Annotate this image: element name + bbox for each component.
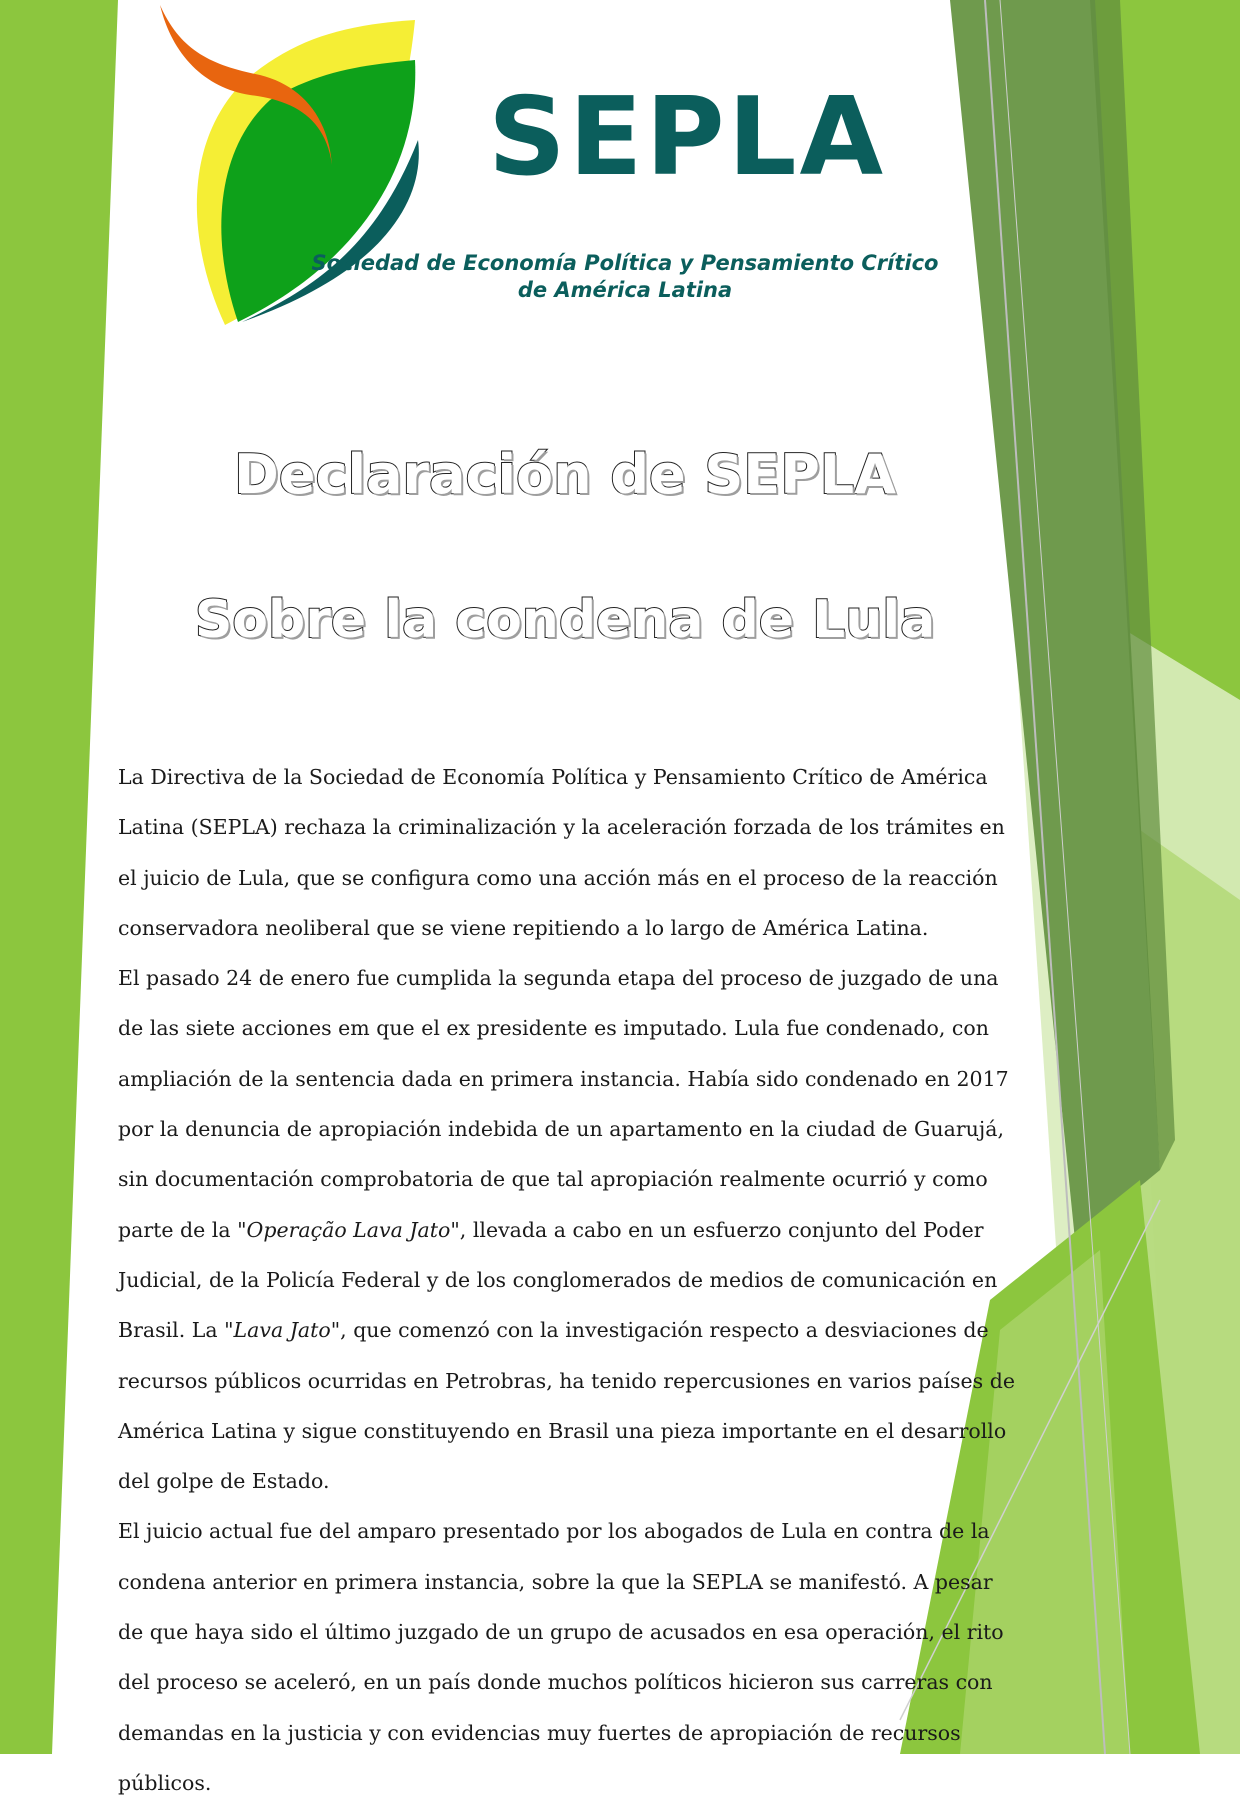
declaration-body — [118, 752, 1018, 1808]
paragraph-text: La Directiva de la Sociedad de Economía Política y Pensamiento Crítico de América Latina (SEPLA) rechaza la criminalización y la aceleración forzada de los trámites en el juicio de Lula, que se configura como una acción más en el proceso de la reacción conservadora neoliberal que se viene repitiendo a lo largo de América Latina. — [118, 765, 1005, 940]
paragraph-text: , llevada a cabo en un esfuerzo conjunto del Poder Judicial, de la Policía Federal y de los conglomerados de medios de comunicación en Brasil. La — [118, 1217, 998, 1343]
page-subtitle: Sobre la condena de Lula — [194, 590, 936, 650]
italic-term: "Lava Jato" — [224, 1318, 341, 1343]
body-paragraph-3 — [118, 1506, 1018, 1808]
left-green-band — [0, 0, 118, 1754]
page-title: Declaración de SEPLA — [234, 443, 896, 506]
sepla-tagline — [290, 250, 960, 304]
paragraph-text: El pasado 24 de enero fue cumplida la segunda etapa del proceso de juzgado de una de las siete acciones em que el ex presidente es imputado. Lula fue condenado, con ampliación de la sentencia dada en primera instancia. Había sido condenado en 2017 por la denuncia de apropiación indebida de un apartamento en la ciudad de Guarujá, sin documentación comprobatoria de que tal apropiación realmente ocurrió y como parte de la — [118, 966, 1009, 1242]
tagline-line-2: de América Latina — [517, 278, 733, 302]
paragraph-text: , que comenzó con la investigación respecto a desviaciones de recursos públicos ocurridas en Petrobras, ha tenido repercusiones en varios países de América Latina y sigue constituyendo en Brasil una pieza importante en el desarrollo del golpe de Estado. — [118, 1318, 1015, 1494]
body-paragraph-1 — [118, 752, 1018, 953]
italic-term: "Operação Lava Jato" — [237, 1217, 460, 1242]
sepla-logo-text: SEPLA — [488, 75, 887, 200]
paragraph-text: El juicio actual fue del amparo presentado por los abogados de Lula en contra de la condena anterior en primera instancia, sobre la que la SEPLA se manifestó. A pesar de que haya sido el último juzgado de un grupo de acusados en esa operación, el rito del proceso se aceleró, en un país donde muchos políticos hicieron sus carreras con demandas en la justicia y con evidencias muy fuertes de apropiación de recursos públicos. — [118, 1519, 1004, 1795]
body-paragraph-2 — [118, 953, 1018, 1506]
tagline-line-1: Sociedad de Economía Política y Pensamiento Crítico — [311, 251, 939, 275]
